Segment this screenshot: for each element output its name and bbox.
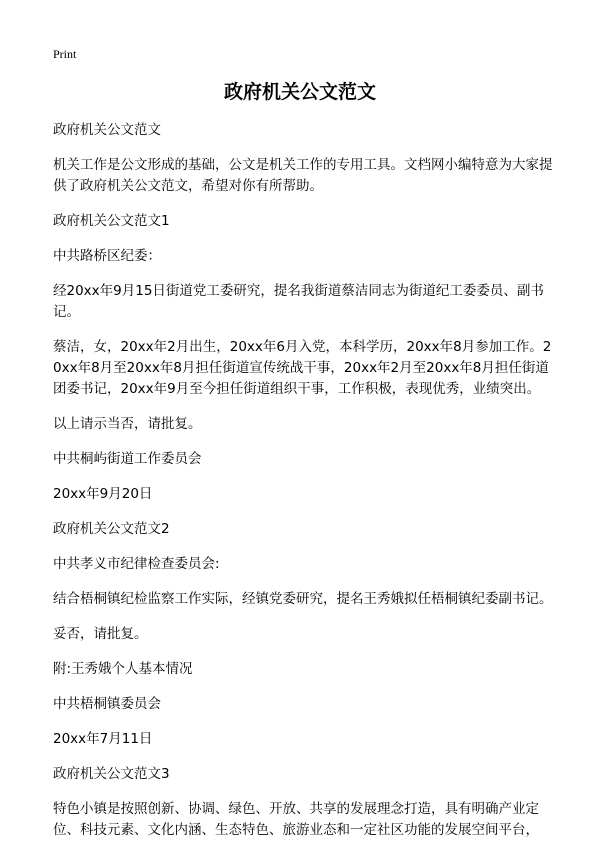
- paragraph: 20xx年7月11日: [53, 731, 153, 747]
- paragraph: 中共桐屿街道工作委员会: [53, 451, 202, 467]
- paragraph: 20xx年9月20日: [53, 486, 153, 502]
- paragraph: 以上请示当否，请批复。: [53, 416, 202, 432]
- paragraph: 附:王秀娥个人基本情况: [53, 661, 193, 677]
- paragraph: 政府机关公文范文1: [53, 213, 170, 229]
- paragraph: 机关工作是公文形成的基础，公文是机关工作的专用工具。文档网小编特意为大家提供了政府机关公文范文，希望对你有所帮助。: [53, 157, 553, 194]
- paragraph: 经20xx年9月15日街道党工委研究，提名我街道蔡洁同志为街道纪工委委员、副书记。: [53, 283, 544, 320]
- paragraph: 妥否，请批复。: [53, 626, 148, 642]
- paragraph: 政府机关公文范文: [53, 122, 161, 138]
- paragraph: 中共孝义市纪律检查委员会:: [53, 556, 220, 572]
- document-title: 政府机关公文范文: [223, 81, 376, 103]
- print-link[interactable]: Print: [53, 47, 77, 61]
- paragraph: 蔡洁，女，20xx年2月出生，20xx年6月入党，本科学历，20xx年8月参加工作。20xx年8月至20xx年8月担任街道宣传统战干事，20xx年2月至20xx年8月担任街道团委书记，20xx年9月至今担任街道组织干事，工作积极，表现优秀，业绩突出。: [53, 339, 552, 397]
- document-body: [53, 120, 553, 855]
- paragraph: 特色小镇是按照创新、协调、绿色、开放、共享的发展理念打造，具有明确产业定位、科技元素、文化内涵、生态特色、旅游业态和一定社区功能的发展空间平台，: [53, 801, 539, 838]
- paragraph: 中共梧桐镇委员会: [53, 696, 161, 712]
- paragraph: 政府机关公文范文2: [53, 521, 170, 537]
- paragraph: 结合梧桐镇纪检监察工作实际，经镇党委研究，提名王秀娥拟任梧桐镇纪委副书记。: [53, 591, 553, 607]
- paragraph: 中共路桥区纪委：: [53, 248, 161, 264]
- paragraph: 政府机关公文范文3: [53, 766, 170, 782]
